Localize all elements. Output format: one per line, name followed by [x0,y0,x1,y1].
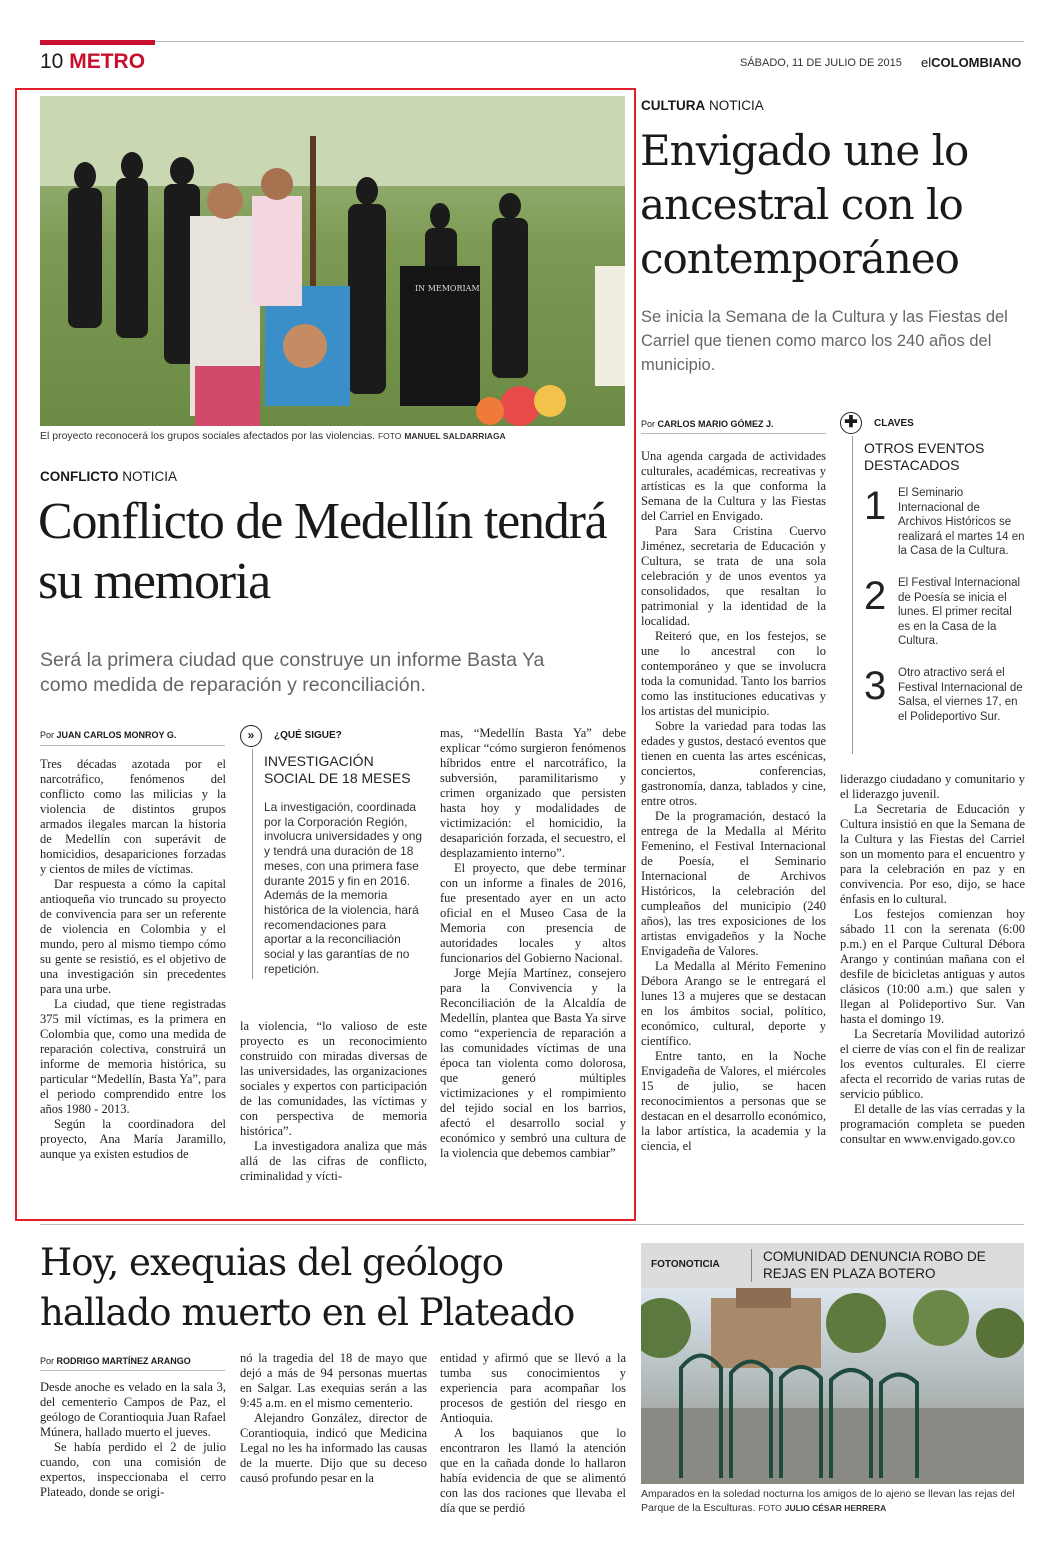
next-steps-box [240,725,427,1000]
culture-deck: Se inicia la Semana de la Cultura y las Fiestas del Carriel que tienen como marco los 240 años del municipio. [641,308,1008,374]
header-brand: elCOLOMBIANO [921,55,1022,70]
key-facts-list [864,484,1025,754]
section-divider [40,1224,1024,1225]
culture-col-1: Una agenda cargada de actividades culturales, académicas, recreativas y artísticas es la que conforma la Semana de la Cultura y las Fiestas del Carriel en Envigado. Para Sara Cristina Cuervo Jiménez, secretaria de Educación y Cultura, se trata de una sola celebración y de unos eventos ya consolidados, que resaltan lo patrimonial y la identidad de la localidad. Reiteró que, en los festejos, se une lo ancestral con lo contemporáneo y que se involucra toda la comunidad. Tanto los barrios como las instituciones educativas y los artistas del municipio. Sobre la variedad para todas las edades y gustos, destacó eventos que tienen en cuenta las artes escénicas, conciertos, conferencias, gastronomía, danza, tablados y cine, entre otros. De la programación, destacó la entrega de la Medalla al Mérito Femenino, el Festival Internacional de Poesía, el Seminario Internacional de Archivos Históricos, la celebración del cumpleaños del municipio (240 años), las tres exposiciones de los artistas envigadeños y la Noche Envigadeña de Valores. La Medalla al Mérito Femenino Débora Arango se le entregará el lunes 13 a mujeres que se destacan en los ámbitos social, político, económico, cultural, deporte y científico. Entre tanto, en la Noche Envigadeña de Valores, el miércoles 15 de julio, se hacen reconocimientos a personas que se destacan en el desarrollo económico, la labor artística, la academia y la ciencia, el [641,449,826,1153]
byline-rule [40,745,225,746]
header-rule [40,40,155,45]
next-steps-label: ¿QUÉ SIGUE? [274,730,342,741]
key-fact-text: Otro atractivo será el Festival Internacional de Salsa, el viernes 17, en el Polideportivo Sur. [898,667,1023,723]
geologist-byline: Por RODRIGO MARTÍNEZ ARANGO [40,1356,191,1366]
key-fact-number: 2 [864,574,887,618]
next-steps-text: La investigación, coordinada por la Corporación Región, involucra universidades y ong y tendrá una duración de 18 meses, con una primera fase durante 2015 y fin en 2016. Además de la memoria histórica de la violencia, hará recomendaciones para aportar a la reconciliación social y las garantías de no repetición. [264,800,423,976]
geologist-col-2: nó la tragedia del 18 de mayo que dejó a más de 94 personas muertas en Salgar. Las exequias serán a las 9:45 a.m. en el mismo cementerio. Alejandro González, director de Corantioquia, indicó que Medicina Legal no les ha informado las causas de la muerte. Dijo que su deceso causó profundo pesar en la [240,1351,427,1485]
key-fact-number: 1 [864,484,887,528]
culture-byline: Por CARLOS MARIO GÓMEZ J. [641,419,774,429]
key-fact-text: El Seminario Internacional de Archivos Históricos se realizará el martes 14 en la Casa de la Cultura. [898,487,1025,557]
culture-col-2: liderazgo ciudadano y comunitario y el liderazgo juvenil. La Secretaria de Educación y Cultura insistió en que la Semana de la Cultura y las Fiestas del Carriel son un momento para el encuentro y para la celebración en paz y en convivencia. Por eso, dijo, se hace énfasis en lo cultural. Los festejos comienzan hoy sábado 11 con la serenata (6:00 p.m.) en el Parque Cultural Débora Arango y continúan mañana con el desfile de bicicletas antiguas y autos clásicos (10:00 a.m.) que salen y llegan al Polideportivo Sur. Van hasta el domingo 19. La Secretaría Movilidad autorizó el cierre de vías con el fin de realizar los eventos culturales. El cierre afecta el recorrido de varias rutas de servicio público. El detalle de las vías cerradas y la programación completa se pueden consultar en www.envigado.gov.co [840,772,1025,1146]
geologist-headline: Hoy, exequias del geólogo hallado muerto en el Plateado [40,1241,575,1334]
key-fact-item [864,574,1025,664]
article-col-3: mas, “Medellín Basta Ya” debe explicar “cómo surgieron fenómenos híbridos entre el narcotráfico, la subversión, paramilitarismo y crimen organizado que persisten hasta hoy y modalidades de victimización: el homicidio, la desaparición forzada, el secuestro, el desplazamiento interno”. El proyecto, que debe terminar con un informe a finales de 2016, fue presentado ayer en un acto oficial en el Museo Casa de la Memoria con presencia de autoridades locales y altos funcionarios del Gobierno Nacional. Jorge Mejía Martínez, consejero para la Convivencia y la Reconciliación de la Alcaldía de Medellín, plantea que Basta Ya sirve como “experiencia de reparación a las comunidades víctimas de una época tan violenta como dolorosa, que generó múltiples victimizaciones y el rompimiento del tejido social en los barrios, afectó el desarrollo social y económico y sembró una cultura de la violencia que debemos cambiar” [440,726,626,1160]
article-deck: Será la primera ciudad que construye un informe Basta Ya como medida de reparación y reconciliación. [40,649,545,696]
header-date: SÁBADO, 11 DE JULIO DE 2015 [740,57,902,69]
key-fact-item [864,664,1025,754]
plaza-caption: Amparados en la soledad nocturna los amigos de lo ajeno se llevan las rejas del Parque de la Esculturas. FOTO JULIO CÉSAR HERRERA [641,1488,1015,1514]
key-fact-text: El Festival Internacional de Poesía se inicia el lunes. El primer recital es en la Casa de la Cultura. [898,577,1021,647]
section-name: METRO [69,50,146,73]
header-top-line [155,41,1024,42]
key-fact-number: 3 [864,664,887,708]
culture-headline: Envigado une lo ancestral con lo contemporáneo [640,126,969,283]
article-col-1: Tres décadas azotada por el narcotráfico, fenómenos del conflicto como las milicias y la violencia de distintos grupos armados ilegales marcan la historia de Medellín con superávit de homicidios, desapariciones forzadas y cientos de miles de víctimas. Dar respuesta a cómo la capital antioqueña vio truncado su proyecto de convivencia para ser un referente de violencia en Colombia y el mundo, pero al mismo tiempo cómo su gente se resistió, es el objetivo de una investigación sin precedentes para una urbe. La ciudad, que tiene registradas 375 mil víctimas, es la primera en Colombia que, como una medida de reparación colectiva, construirá un informe de memoria histórica, su particular “Medellín, Basta Ya”, para el periodo comprendido entre los años 1980 - 2013. Según la coordinadora del proyecto, Ana María Jaramillo, aunque ya existen estudios de [40,757,226,1161]
headline: Conflicto de Medellín tendrá su memoria [38,493,607,610]
fence-illustration [641,1288,1024,1484]
geologist-col-1: Desde anoche es velado en la sala 3, del cementerio Campos de Paz, el geólogo de Corantioquia Juan Rafael Múnera, hallado muerto el jueves. Se había perdido el 2 de julio cuando, con una comisión de expertos, inspeccionaba el cerro Plateado, donde se origi- [40,1380,226,1499]
page-header [40,50,145,74]
memorial-sign: IN MEMORIAM [415,284,480,293]
plaza-photo [641,1288,1024,1484]
photo-news-header: FOTONOTICIA COMUNIDAD DENUNCIA ROBO DE REJAS EN PLAZA BOTERO [641,1243,1024,1288]
key-fact-item [864,484,1025,574]
photo-caption: El proyecto reconocerá los grupos sociales afectados por las violencias. FOTO MANUEL SALDARRIAGA [40,430,506,442]
page-number: 10 [40,50,64,73]
plus-icon: ✚ [840,412,862,434]
chevrons-icon: » [240,725,262,747]
article-kicker: CONFLICTO NOTICIA [40,469,178,484]
culture-kicker: CULTURA NOTICIA [641,98,764,113]
key-facts-box: ✚ CLAVES OTROS EVENTOS DESTACADOS 1 El Seminario Internacional de Archivos Históricos se realizará el martes 14 en la Casa de la Cultura. 2 El Festival Internacional de Poesía se inicia el lunes. El primer recital es en la Casa de la Cultura. 3 Otro atractivo será el Festival Internacional de Salsa, el viernes 17, en el Polideportivo Sur. [840,412,1025,757]
next-steps-title: INVESTIGACIÓN SOCIAL DE 18 MESES [264,753,411,786]
geologist-col-3: entidad y afirmó que se llevó a la tumba sus conocimientos y experiencia para acompañar los procesos de gestión del riesgo en Antioquia. A los baquianos que lo encontraron les llamó la atención que en la cañada donde lo hallaron había evidencia de que se alimentó con las dos raciones que llevaba el día que se perdió [440,1351,626,1515]
silhouettes-illustration [40,96,625,426]
conflict-photo [40,96,625,426]
key-facts-title: OTROS EVENTOS DESTACADOS [864,440,985,473]
article-col-2: la violencia, “lo valioso de este proyecto es un reconocimiento construido con miradas diversas de las universidades, las organizaciones sociales y expertos con participación de las comunidades, las víctimas y con perspectiva de memoria histórica”. La investigadora analiza que más allá de las cifras de conflicto, criminalidad y vícti- [240,1019,427,1183]
byline: Por JUAN CARLOS MONROY G. [40,730,177,740]
